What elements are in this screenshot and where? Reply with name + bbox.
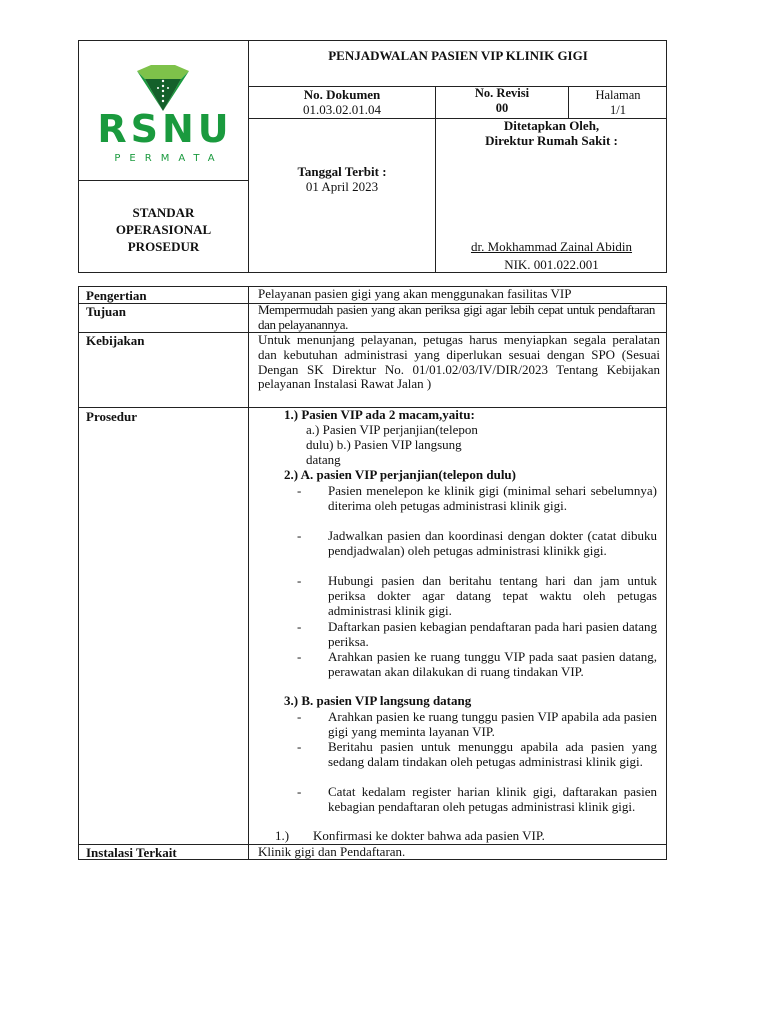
document-title: PENJADWALAN PASIEN VIP KLINIK GIGI [328,48,588,63]
dash-bullet: - [297,619,302,634]
approval-block: Ditetapkan Oleh, Direktur Rumah Sakit : [485,118,618,148]
dash-bullet: - [297,784,302,799]
document-number: No. Dokumen 01.03.02.01.04 [303,87,381,117]
page-number: Halaman 1/1 [595,88,641,117]
dash-bullet: - [297,739,302,754]
hospital-logo [87,59,239,171]
dash-bullet: - [297,649,302,664]
issue-date: Tanggal Terbit : 01 April 2023 [297,164,387,194]
logo-sub-text: PERMATA [114,153,224,164]
prosedur-label: Prosedur [86,409,138,424]
sop-label: STANDAR OPERASIONAL PROSEDUR [115,205,212,254]
instalasi-label: Instalasi Terkait [86,845,177,860]
step-1-line: a.) Pasien VIP perjanjian(telepon [306,422,478,437]
kebijakan-label: Kebijakan [86,333,145,348]
logo-brand-text: RSNU [97,107,233,151]
director-nik: NIK. 001.022.001 [504,257,599,272]
step-1-line: datang [306,452,341,467]
step-3-title: 3.) B. pasien VIP langsung datang [284,693,472,708]
sop-header-table [78,40,667,273]
header-divider [248,41,249,273]
dash-bullet: - [297,573,302,588]
kebijakan-text: Untuk menunjang pelayanan, petugas harus menyiapkan segala peralatan dan kebutuhan administrasi yang diperlukan sesuai dengan SPO (Sesuai Dengan SK Direktur No. 01/01.02/03/IV/DIR/2023 Tentang Kebijakan pelayanan Instalasi Rawat Jalan ) [258,332,660,392]
sop-body-table: Pengertian Pelayanan pasien gigi yang akan menggunakan fasilitas VIP Tujuan Mempermudah pasien yang akan periksa gigi agar lebih cepat untuk pendaftaran dan pelayanannya. Kebijakan Untuk menunjang pelayanan, petugas harus menyiapkan segala peralatan dan kebutuhan administrasi yang diperlukan sesuai dengan SPO (Sesuai Dengan SK Direktur No. 01/01.02/03/IV/DIR/2023 Tentang Kebijakan pelayanan Instalasi Rawat Jalan ) Prosedur 1.) Pasien VIP ada 2 macam,yaitu: a.) Pasien VIP perjanjian(telepon dulu) b.) Pasien VIP langsung datang 2.) A. pasien VIP perjanjian(telepon dulu) - Pasien menelepon ke klinik gigi (minimal sehari sebelumnya) diterima oleh petugas administrasi klinik gigi. - Jadwalkan pasien dan koordinasi dengan dokter (catat dibuku pendjadwalan) oleh petugas administrasi klinikk gigi. - Hubungi pasien dan beritahu tentang hari dan jam untuk periksa dokter agar datang tepat waktu oleh petugas administrasi klinik gigi. - Daftarkan pasien kebagian pendaftaran pada hari pasien datang periksa. - Arahkan pasien ke ruang tunggu VIP pada saat pasien datang, perawatan akan dilakukan di ruang tindakan VIP. 3.) B. pasien VIP langsung datang - Arahkan pasien ke ruang tunggu pasien VIP apabila ada pasien gigi yang meminta layanan VIP. - Beritahu pasien untuk menunggu apabila ada pasien yang sedang dalam tindakan oleh petugas administrasi klinik gigi. - Catat kedalam register harian klinik gigi, daftarakan pasien kebagian pendaftaran oleh petugas administrasi klinik gigi. 1.) Konfirmasi ke dokter bahwa ada pasien VIP. Instalasi Terkait Klinik gigi dan Pendaftaran. [78,286,667,860]
body-column-divider [248,287,249,860]
instalasi-text: Klinik gigi dan Pendaftaran. [258,844,406,859]
dash-bullet: - [297,709,302,724]
pengertian-label: Pengertian [86,288,147,303]
last-step-text: Konfirmasi ke dokter bahwa ada pasien VIP. [313,828,545,843]
tujuan-label: Tujuan [86,304,126,319]
revision-number: No. Revisi 00 [474,86,530,115]
dash-bullet: - [297,483,302,498]
pengertian-text: Pelayanan pasien gigi yang akan menggunakan fasilitas VIP [258,286,572,301]
header-divider [79,180,248,181]
last-step-number: 1.) [275,828,290,843]
tujuan-text: Mempermudah pasien yang akan periksa gigi agar lebih cepat untuk pendaftaran dan pelayanannya. [258,302,655,332]
director-name: dr. Mokhammad Zainal Abidin [470,239,633,254]
dash-bullet: - [297,528,302,543]
step-1-title: 1.) Pasien VIP ada 2 macam,yaitu: [284,407,475,422]
step-2-title: 2.) A. pasien VIP perjanjian(telepon dulu) [284,467,516,482]
step-1-line: dulu) b.) Pasien VIP langsung [306,437,462,452]
